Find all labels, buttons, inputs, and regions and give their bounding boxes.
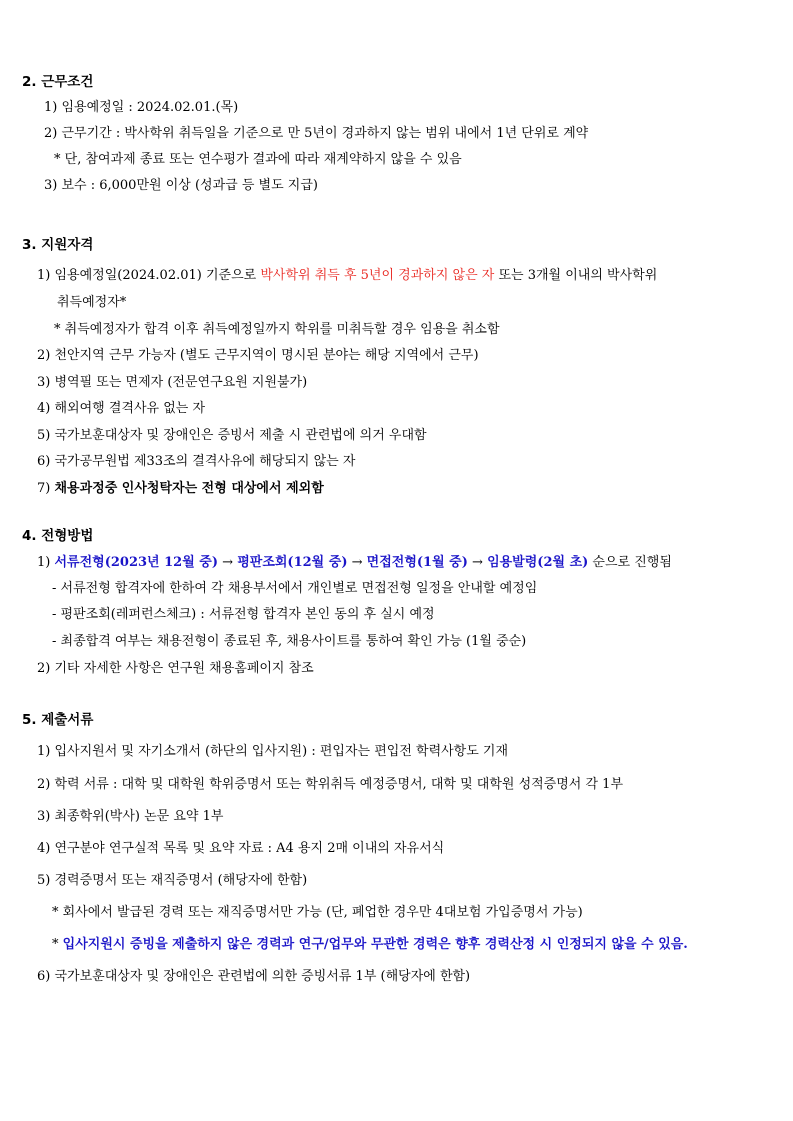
s3-item-7	[37, 480, 324, 498]
s5-item-3: 3) 최종학위(박사) 논문 요약 1부	[37, 809, 224, 824]
s3-item-2: 2) 천안지역 근무 가능자 (별도 근무지역이 명시된 분야는 해당 지역에서 근무)	[37, 348, 479, 363]
s4-step-appointment: 임용발령(2월 초)	[487, 555, 589, 570]
s3-item-7-number: 7)	[37, 481, 55, 496]
s5-item-6: 6) 국가보훈대상자 및 장애인은 관련법에 의한 증빙서류 1부 (해당자에 한함)	[37, 969, 471, 984]
section-5-heading: 5. 제출서류	[22, 712, 94, 728]
section-2-heading: 2. 근무조건	[22, 74, 94, 90]
s3-item-3: 3) 병역필 또는 면제자 (전문연구요원 지원불가)	[37, 375, 308, 390]
s3-item-7-text: 채용과정중 인사청탁자는 전형 대상에서 제외함	[54, 481, 324, 496]
s5-item-5-note-1: * 회사에서 발급된 경력 또는 재직증명서만 가능 (단, 폐업한 경우만 4대보험 가입증명서 가능)	[52, 905, 583, 920]
s2-item-3: 3) 보수 : 6,000만원 이상 (성과급 등 별도 지급)	[44, 178, 318, 193]
s4-item-2: 2) 기타 자세한 사항은 연구원 채용홈페이지 참조	[37, 661, 314, 676]
s3-item-6: 6) 국가공무원법 제33조의 결격사유에 해당되지 않는 자	[37, 454, 356, 469]
s5-item-5-note-2-text: 입사지원시 증빙을 제출하지 않은 경력과 연구/업무와 무관한 경력은 향후 경력산정 시 인정되지 않을 수 있음.	[62, 937, 688, 952]
s3-item-4: 4) 해외여행 결격사유 없는 자	[37, 401, 206, 416]
s5-item-5-note-2	[52, 936, 688, 954]
s3-item-1-continuation: 취득예정자*	[57, 295, 127, 310]
s3-item-5: 5) 국가보훈대상자 및 장애인은 증빙서 제출 시 관련법에 의거 우대함	[37, 428, 427, 443]
s3-item-1-note: * 취득예정자가 합격 이후 취득예정일까지 학위를 미취득할 경우 임용을 취소함	[54, 322, 500, 337]
s4-arrow-2: →	[347, 555, 367, 570]
s4-detail-3: - 최종합격 여부는 채용전형이 종료된 후, 채용사이트를 통하여 확인 가능 (1월 중순)	[52, 634, 527, 649]
s5-item-5: 5) 경력증명서 또는 재직증명서 (해당자에 한함)	[37, 873, 308, 888]
s2-item-2-note: * 단, 참여과제 종료 또는 연수평가 결과에 따라 재계약하지 않을 수 있음	[54, 152, 462, 167]
s4-arrow-3: →	[467, 555, 488, 570]
s4-item-1-number: 1)	[37, 555, 55, 570]
s2-item-1: 1) 임용예정일 : 2024.02.01.(목)	[44, 100, 239, 115]
s4-arrow-1: →	[218, 555, 238, 570]
s2-item-2: 2) 근무기간 : 박사학위 취득일을 기준으로 만 5년이 경과하지 않는 범위 내에서 1년 단위로 계약	[44, 126, 589, 141]
s3-item-1	[37, 267, 657, 285]
section-3-heading: 3. 지원자격	[22, 237, 94, 253]
s3-item-1-suffix: 또는 3개월 이내의 박사학위	[494, 268, 658, 283]
s3-item-1-prefix: 1) 임용예정일(2024.02.01) 기준으로	[37, 268, 261, 283]
s5-item-4: 4) 연구분야 연구실적 목록 및 요약 자료 : A4 용지 2매 이내의 자유서식	[37, 841, 445, 856]
s3-item-1-highlight: 박사학위 취득 후 5년이 경과하지 않은 자	[260, 268, 495, 283]
s4-detail-2: - 평판조회(레퍼런스체크) : 서류전형 합격자 본인 동의 후 실시 예정	[52, 607, 435, 622]
s5-item-1: 1) 입사지원서 및 자기소개서 (하단의 입사지원) : 편입자는 편입전 학력사항도 기재	[37, 744, 509, 759]
section-4-heading: 4. 전형방법	[22, 528, 94, 544]
s4-item-1	[37, 554, 672, 572]
s5-item-5-note-2-star: *	[52, 937, 63, 952]
s4-step-interview: 면접전형(1월 중)	[366, 555, 468, 570]
s4-step-reference: 평판조회(12월 중)	[237, 555, 348, 570]
s4-step-document: 서류전형(2023년 12월 중)	[54, 555, 219, 570]
s4-item-1-suffix: 순으로 진행됨	[588, 555, 672, 570]
s4-detail-1: - 서류전형 합격자에 한하여 각 채용부서에서 개인별로 면접전형 일정을 안내할 예정임	[52, 581, 538, 596]
s5-item-2: 2) 학력 서류 : 대학 및 대학원 학위증명서 또는 학위취득 예정증명서, 대학 및 대학원 성적증명서 각 1부	[37, 777, 624, 792]
